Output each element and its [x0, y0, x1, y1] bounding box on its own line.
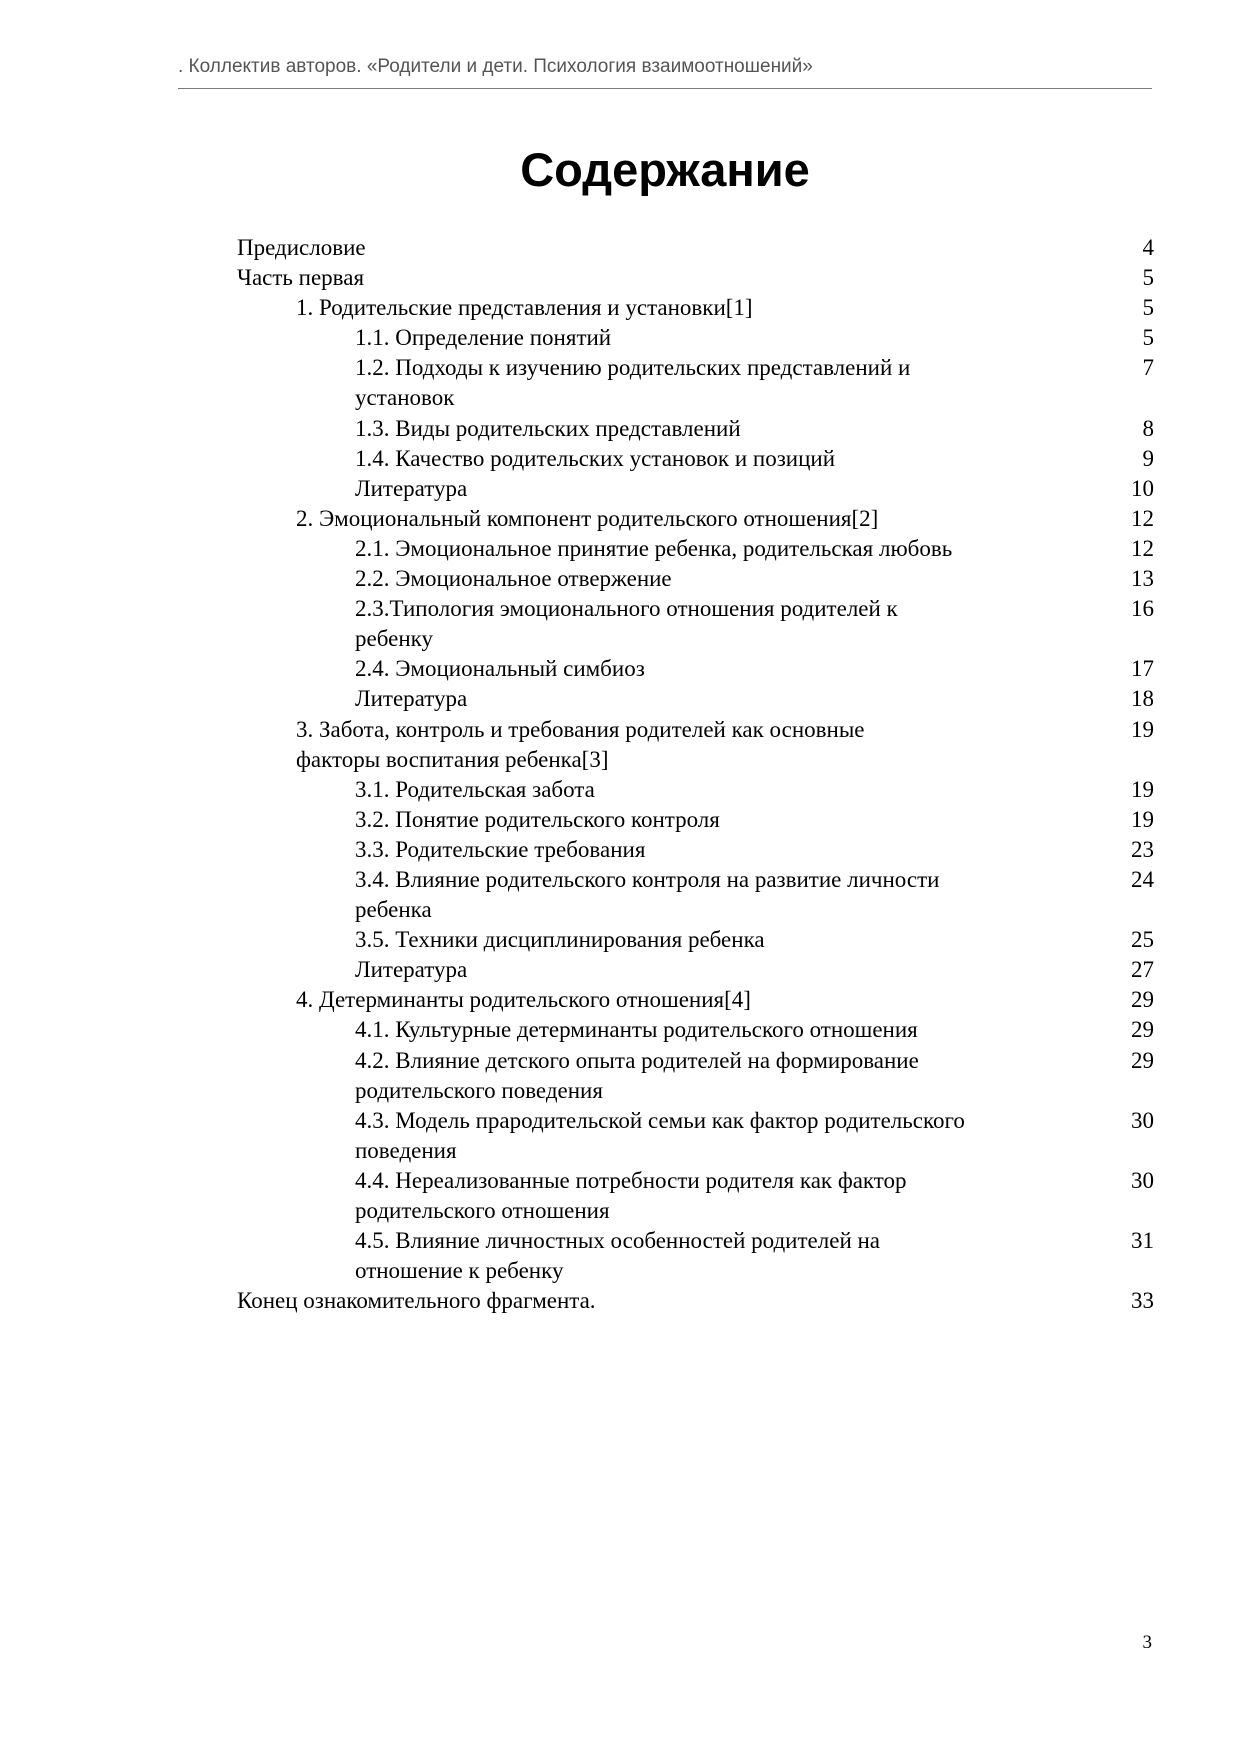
toc-entry[interactable] — [237, 1106, 1154, 1166]
toc-entry-page: 13 — [1131, 566, 1154, 592]
toc-entry-title: 1.2. Подходы к изучению родительских представлений и установок — [355, 355, 911, 411]
toc-entry-title: 1.4. Качество родительских установок и позиций — [355, 445, 836, 471]
toc-entry-title: 4. Детерминанты родительского отношения[4] — [296, 987, 751, 1013]
toc-entry[interactable] — [237, 805, 1154, 835]
toc-entry-title: 2.3.Типология эмоционального отношения родителей к ребенку — [355, 596, 898, 652]
toc-entry-title: 4.4. Нереализованные потребности родителя как фактор родительского отношения — [355, 1167, 907, 1223]
toc-entry-page: 19 — [1131, 716, 1154, 742]
toc-entry-page: 30 — [1131, 1107, 1154, 1133]
toc-entry-title: 3.4. Влияние родительского контроля на развитие личности ребенка — [355, 866, 940, 923]
toc-entry-title: 3. Забота, контроль и требования родителей как основные факторы воспитания ребенка[3] — [296, 716, 865, 772]
toc-entry[interactable] — [237, 1046, 1154, 1106]
toc-entry-page: 29 — [1131, 987, 1154, 1013]
toc-entry-page: 7 — [1142, 355, 1154, 381]
toc-entry[interactable] — [237, 504, 1154, 534]
toc-entry-page: 33 — [1131, 1288, 1154, 1314]
toc-entry[interactable] — [237, 353, 1154, 413]
header-divider — [178, 88, 1152, 89]
toc-entry-page: 25 — [1131, 927, 1154, 953]
toc-entry-page: 19 — [1131, 776, 1154, 802]
toc-entry-page: 5 — [1142, 325, 1154, 351]
toc-entry[interactable] — [237, 1226, 1154, 1286]
toc-entry-page: 18 — [1131, 686, 1154, 712]
toc-entry[interactable] — [237, 323, 1154, 353]
toc-entry-page: 31 — [1131, 1228, 1154, 1254]
toc-entry-page: 9 — [1142, 445, 1154, 471]
toc-entry[interactable] — [237, 775, 1154, 805]
toc-entry-title: 4.5. Влияние личностных особенностей родителей на отношение к ребенку — [355, 1228, 881, 1284]
toc-entry-title: 4.3. Модель прародительской семьи как фактор родительского поведения — [355, 1107, 965, 1163]
toc-entry[interactable] — [237, 1166, 1154, 1226]
toc-entry-page: 29 — [1131, 1047, 1154, 1073]
toc-entry-page: 10 — [1131, 475, 1154, 501]
toc-entry[interactable] — [237, 233, 1154, 263]
toc-entry-page: 30 — [1131, 1167, 1154, 1193]
table-of-contents — [237, 233, 1154, 1316]
toc-entry[interactable] — [237, 865, 1154, 925]
page-title: Содержание — [520, 143, 810, 196]
toc-entry-title: 3.5. Техники дисциплинирования ребенка — [355, 927, 765, 953]
toc-entry-title: Литература — [355, 686, 468, 712]
toc-entry-page: 29 — [1131, 1017, 1154, 1043]
toc-entry[interactable] — [237, 1286, 1154, 1316]
toc-entry-page: 12 — [1131, 535, 1154, 561]
running-header: . Коллектив авторов. «Родители и дети. Психология взаимоотношений» — [178, 56, 813, 77]
toc-entry-page: 8 — [1142, 415, 1154, 441]
toc-entry-title: 3.2. Понятие родительского контроля — [355, 806, 720, 832]
toc-entry[interactable] — [237, 444, 1154, 474]
toc-entry-title: 2.1. Эмоциональное принятие ребенка, родительская любовь — [355, 535, 953, 561]
toc-entry-page: 19 — [1131, 806, 1154, 832]
toc-entry[interactable] — [237, 474, 1154, 504]
toc-entry[interactable] — [237, 534, 1154, 564]
toc-entry[interactable] — [237, 684, 1154, 714]
toc-entry[interactable] — [237, 594, 1154, 654]
toc-entry[interactable] — [237, 564, 1154, 594]
toc-entry-page: 4 — [1142, 235, 1154, 260]
toc-entry[interactable] — [237, 985, 1154, 1015]
toc-entry[interactable] — [237, 955, 1154, 985]
toc-entry-title: 1.1. Определение понятий — [355, 325, 612, 351]
toc-entry-title: 2.2. Эмоциональное отвержение — [355, 566, 672, 592]
toc-entry-title: 1. Родительские представления и установки[1] — [296, 295, 753, 321]
toc-entry-title: Литература — [355, 957, 468, 983]
toc-entry-title: 1.3. Виды родительских представлений — [355, 415, 741, 441]
toc-entry-page: 23 — [1131, 836, 1154, 862]
toc-entry-page: 5 — [1142, 265, 1154, 291]
toc-entry-page: 5 — [1142, 295, 1154, 321]
toc-entry-title: 3.1. Родительская забота — [355, 776, 595, 802]
toc-entry[interactable] — [237, 414, 1154, 444]
toc-entry[interactable] — [237, 263, 1154, 293]
toc-entry-title: 2.4. Эмоциональный симбиоз — [355, 656, 645, 682]
toc-entry-title: 3.3. Родительские требования — [355, 836, 646, 862]
toc-entry[interactable] — [237, 835, 1154, 865]
toc-entry-title: 4.2. Влияние детского опыта родителей на формирование родительского поведения — [355, 1047, 919, 1103]
toc-entry-title: Предисловие — [237, 235, 366, 260]
toc-entry-title: 2. Эмоциональный компонент родительского отношения[2] — [296, 505, 879, 531]
page-number: 3 — [1142, 1632, 1152, 1653]
toc-entry[interactable] — [237, 1015, 1154, 1045]
toc-entry-page: 17 — [1131, 656, 1154, 682]
toc-entry-page: 16 — [1131, 596, 1154, 622]
toc-entry-title: 4.1. Культурные детерминанты родительского отношения — [355, 1017, 918, 1043]
toc-entry-page: 27 — [1131, 957, 1154, 983]
toc-entry-title: Литература — [355, 475, 468, 501]
toc-entry[interactable] — [237, 293, 1154, 323]
toc-entry[interactable] — [237, 925, 1154, 955]
toc-entry-title: Часть первая — [237, 265, 365, 291]
toc-entry-title: Конец ознакомительного фрагмента. — [237, 1288, 596, 1314]
toc-entry-page: 24 — [1131, 866, 1154, 892]
toc-entry[interactable] — [237, 654, 1154, 684]
toc-entry[interactable] — [237, 715, 1154, 775]
toc-entry-page: 12 — [1131, 505, 1154, 531]
